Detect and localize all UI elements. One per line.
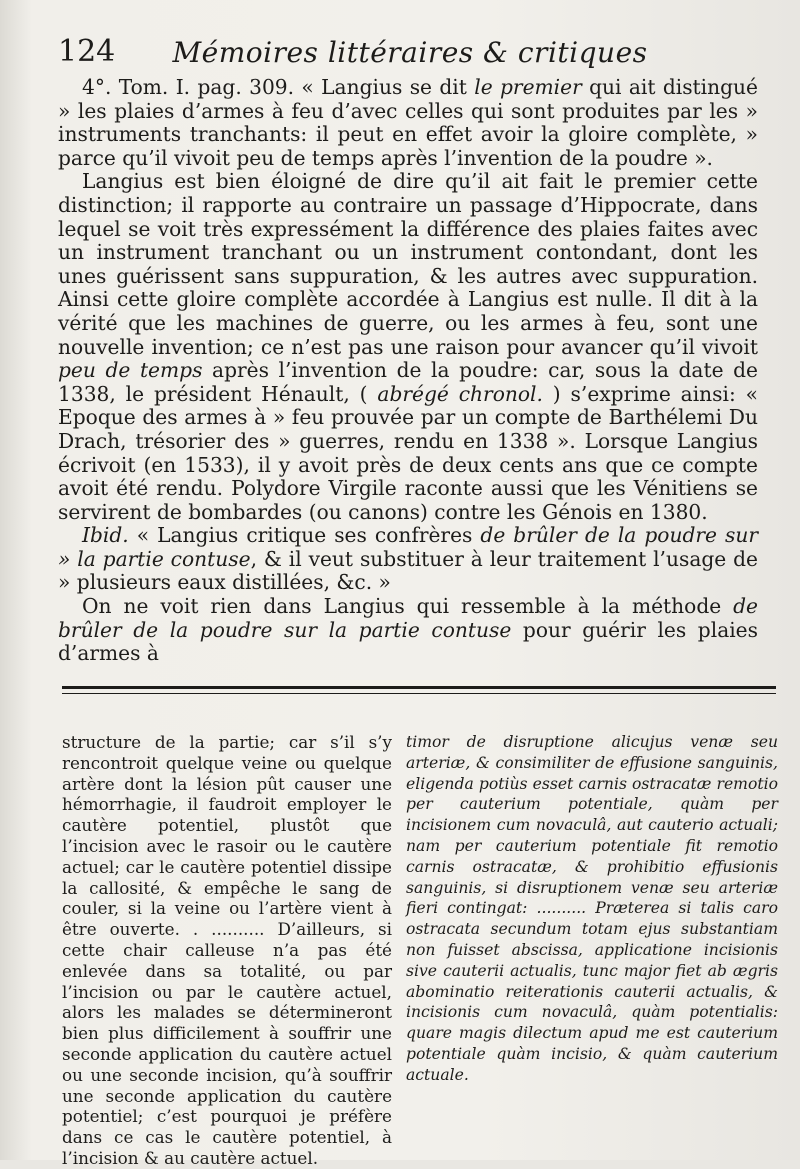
p3-em1: de brûler de la poudre sur » la partie contuse: [58, 523, 759, 571]
p3-ibid: Ibid.: [82, 523, 129, 548]
paragraph-3: [58, 524, 758, 595]
footnote-divider-thin: [62, 693, 776, 694]
main-text: [58, 76, 758, 666]
footnote-latin-text: timor de disruptione alicujus venæ seu arteriæ, & consimiliter de effusione sanguinis, eligenda potiùs esset carnis ostracatæ remotio per cauterium potentiale, quàm per incisionem cum novaculâ, aut cauterio actuali; nam per cauterium potentiale fit remotio carnis ostracatæ, & prohibitio effusionis sanguinis, si disruptionem venæ seu arteriæ fieri contingat: .......... Præterea si talis caro ostracata secundum totam ejus substantiam non fuisset abscissa, applicatione incisionis sive cauterii actualis, tunc major fiet ab ægris abominatio reiterationis cauterii actualis, & incisionis cum novaculâ, quàm potentialis: quare magis dilectum apud me est cauterium potentiale quàm incisio, & quàm cauterium actuale.: [406, 733, 778, 1084]
running-title: Mémoires littéraires & critiques: [172, 36, 648, 69]
p4-em1: de brûler de la poudre sur la partie contuse: [58, 594, 758, 642]
p1-lead: 4°. Tom. I. pag. 309. « Langius se dit: [82, 75, 475, 99]
paragraph-2: [58, 170, 758, 524]
p2-a: Langius est bien éloigné de dire qu’il ait fait le premier cette distinction; il rapporte au contraire un passage d’Hippocrate, dans lequel se voit très expressément la différence des plaies faites avec un instrument tranchant ou un instrument contondant, dont les unes guérissent sans suppuration, & les autres avec suppuration. Ainsi cette gloire complète accordée à Langius est nulle. Il dit à la vérité que les machines de guerre, ou les armes à feu, sont une nouvelle invention; ce n’est pas une raison pour avancer qu’il vivoit: [58, 169, 758, 359]
paragraph-1: [58, 76, 758, 170]
page-header: [40, 30, 780, 74]
footnote-french-text: structure de la partie; car s’il s’y rencontroit quelque veine ou quelque artère dont la lésion pût causer une hémorrhagie, il faudroit employer le cautère potentiel, plustôt que l’incision avec le rasoir ou le cautère actuel; car le cautère potentiel dissipe la callosité, & empêche le sang de couler, si la veine ou l’artère vient à être ouverte. . .......... D’ailleurs, si cette chair calleuse n’a pas été enlevée dans sa totalité, ou par l’incision ou par le cautère actuel, alors les malades se détermineront bien plus difficilement à souffrir une seconde application du cautère actuel ou une seconde incision, qu’à souffrir une seconde application du cautère potentiel; c’est pourquoi je préfère dans ce cas le cautère potentiel, à l’incision & au cautère actuel.: [62, 732, 392, 1168]
p1-rest: qui ait distingué » les plaies d’armes à feu d’avec celles qui sont produites par les » instruments tranchants: il peut en effet avoir la gloire complète, » parce qu’il vivoit peu de temps après l’invention de la poudre ».: [58, 75, 758, 170]
p4-b: pour guérir les plaies d’armes à: [58, 617, 758, 666]
p2-em1: peu de temps: [58, 358, 203, 383]
paragraph-4: [58, 595, 758, 666]
p3-a: « Langius critique ses confrères: [128, 523, 481, 548]
footnote-french-column: [62, 732, 392, 1169]
p1-em: le premier: [474, 75, 582, 99]
footnote-divider: [62, 686, 776, 689]
page-number: 124: [58, 34, 116, 69]
footnotes: [62, 732, 782, 1168]
p2-em2: abrégé chronol.: [377, 381, 543, 406]
p4-a: On ne voit rien dans Langius qui ressemble à la méthode: [82, 594, 734, 619]
footnote-latin-column: [406, 732, 778, 1086]
p3-b: , & il veut substituer à leur traitement l’usage de » plusieurs eaux distillées, &c. »: [58, 546, 758, 595]
p2-c: ) s’exprime ainsi: « Epoque des armes à » feu prouvée par un compte de Barthélemi Du Drach, trésorier des » guerres, rendu en 1338 ». Lorsque Langius écrivoit (en 1533), il y avoit près de deux cents ans que ce compte avoit été rendu. Polydore Virgile raconte aussi que les Vénitiens se servirent de bombardes (ou canons) contre les Génois en 1380.: [58, 381, 759, 524]
p2-b: après l’invention de la poudre: car, sous la date de 1338, le président Hénault, (: [58, 358, 759, 406]
